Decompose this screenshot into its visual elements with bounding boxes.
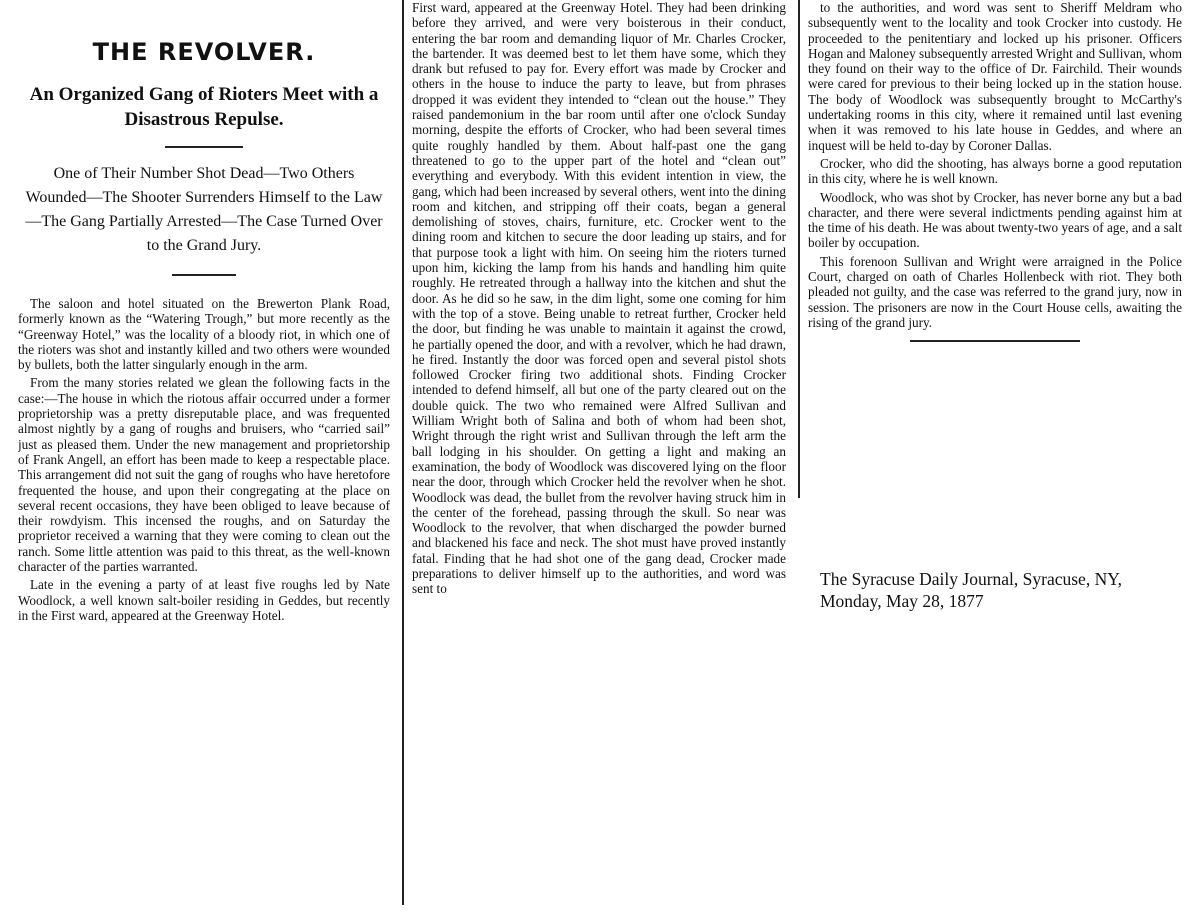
paragraph: This forenoon Sullivan and Wright were arraigned in the Police Court, charged on oath of Charles Hollenbeck with riot. They both pleaded not guilty, and the case was referred to the grand jury, now in session. The prisoners are now in the Court House cells, awaiting the rising of the grand jury. — [808, 253, 1182, 330]
deck-main: An Organized Gang of Rioters Meet with a Disastrous Repulse. — [29, 84, 379, 130]
source-credit-line-1: The Syracuse Daily Journal, Syracuse, NY, — [820, 569, 1122, 589]
deck-divider-2 — [172, 274, 236, 276]
column-1 — [18, 30, 390, 915]
source-credit-line-2: Monday, May 28, 1877 — [820, 591, 984, 611]
paragraph: First ward, appeared at the Greenway Hotel. They had been drinking before they arrived, and were very boisterous in their conduct, entering the bar room and demanding liquor of Mr. Charles Crocker, the bartender. It was deemed best to let them have some, which they drank but refused to pay for. Every effort was made by Crocker and others in the house to induce the party to leave, but from phrases dropped it was evident they intended to “clean out the house.” They raised pandemonium in the bar room until after one o'clock Sunday morning, despite the efforts of Crocker, who had been several times quite roughly handled by them. About half-past one the gang threatened to go to the upper part of the hotel and “clean out” everything and everybody. With this evident intention in view, the gang, which had been increased by several others, went into the dining room and kitchen, and stripping off their coats, began a general demolishing of stoves, chairs, furniture, etc. Crocker went to the dining room and kitchen to secure the door leading up stairs, and for that purpose took a light with him. On seeing him the rioters turned upon him, kicking the lamp from his hands and handling him quite roughly. He retreated through a hallway into the kitchen and shut the door. As he did so he saw, in the dim light, some one coming for him with the top of a stove. Being unable to retreat further, Crocker held the door, but finding he was unable to maintain it against the crowd, he partially opened the door, and with a revolver, which he had drawn, he fired. Instantly the door was forced open and several pistol shots followed Crocker firing two additional shots. Finding Crocker intended to defend himself, all but one of the party cleared out on the double quick. The two who remained were Alfred Sullivan and William Wright both of Salina and both of whom had been shot, Wright through the right wrist and Sullivan through the left arm the ball lodging in his shoulder. On getting a light and making an examination, the body of Woodlock was discovered lying on the floor near the door, through which Crocker held the revolver when he shot. Woodlock was dead, the bullet from the revolver having struck him in the center of the forehead, passing through the skull. So near was Woodlock to the revolver, that when discharged the powder burned and blackened his face and neck. The shot must have proved instantly fatal. Finding that he had shot one of the gang dead, Crocker made preparations to deliver himself up to the authorities, and word was sent to — [412, 0, 786, 597]
column-divider-right — [798, 0, 800, 498]
paragraph: From the many stories related we glean the following facts in the case:—The house in which the riotous affair occurred under a former proprietorship was a pretty disreputable place, and was frequented almost nightly by a gang of roughs and bruisers, who “carried sail” just as pleased them. Under the new management and proprietorship of Frank Angell, an effort has been made to keep a respectable place. This arrangement did not suit the gang of roughs who have heretofore frequented the house, and upon their congregating at the place on several recent occasions, they have been obliged to leave because of their rowdyism. This incensed the roughs, and on Saturday the proprietor received a warning that they were coming to clean out the ranch. Some little attention was paid to this threat, as the well-known character of the parties warranted. — [18, 375, 390, 575]
deck-divider — [165, 146, 243, 148]
column-3 — [808, 0, 1182, 510]
column-divider-left — [402, 0, 404, 905]
article-end-rule — [910, 340, 1080, 342]
deck-sub: One of Their Number Shot Dead—Two Others Wounded—The Shooter Surrenders Himself to the Law—The Gang Partially Arrested—The Case Turned Over to the Grand Jury. — [25, 165, 383, 254]
paragraph: Crocker, who did the shooting, has always borne a good reputation in this city, where he is well known. — [808, 155, 1182, 187]
paragraph: Late in the evening a party of at least five roughs led by Nate Woodlock, a well known salt-boiler residing in Geddes, but recently in the First ward, appeared at the Greenway Hotel. — [18, 577, 390, 623]
paragraph: The saloon and hotel situated on the Brewerton Plank Road, formerly known as the “Watering Trough,” but more recently as the “Greenway Hotel,” was the locality of a bloody riot, in which one of the rioters was shot and instantly killed and two others were wounded by bullets, both the latter singularly enough in the arm. — [18, 296, 390, 373]
column-2 — [412, 0, 786, 905]
paragraph: Woodlock, who was shot by Crocker, has never borne any but a bad character, and there were several indictments pending against him at the time of his death. He was about twenty-two years of age, and a salt boiler by occupation. — [808, 189, 1182, 251]
paragraph: to the authorities, and word was sent to Sheriff Meldram who subsequently went to the locality and took Crocker into custody. He proceeded to the penitentiary and locked up his prisoner. Officers Hogan and Maloney subsequently arrested Wright and Sullivan, whom they found on their way to the office of Dr. Fairchild. Their wounds were cared for previous to their being locked up in the station house. The body of Woodlock was subsequently brought to McCarthy's undertaking rooms in this city, where it remained until last evening when it was removed to his late house in Geddes, and where an inquest will be held to-day by Coroner Dallas. — [808, 0, 1182, 153]
source-credit — [820, 568, 1200, 612]
headline: THE REVOLVER. — [92, 38, 316, 66]
